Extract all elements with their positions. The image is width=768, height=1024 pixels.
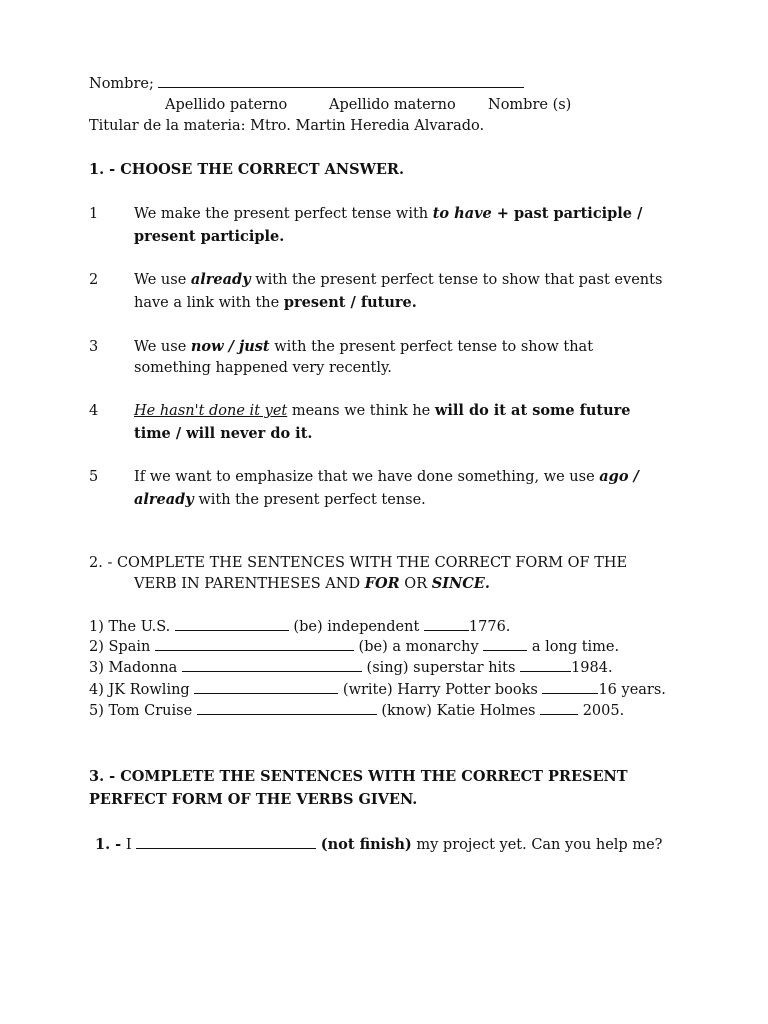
s1-item-4-options: will do it at some future — [434, 402, 631, 419]
s1-item-1-term: to have — [432, 205, 492, 222]
s1-item-3-cont: something happened very recently. — [134, 360, 392, 376]
s1-item-2-text-b: with the present perfect tense to show that past events — [250, 272, 663, 288]
s2-s3-subject: 3) Madonna — [89, 660, 182, 676]
s1-item-1-cont: present participle. — [134, 228, 285, 245]
name-blank[interactable] — [158, 74, 524, 88]
s1-item-5-option-b: already — [134, 491, 194, 508]
s2-s5-subject: 5) Tom Cruise — [89, 703, 197, 719]
s1-item-2-cont-text: have a link with the — [134, 295, 284, 311]
s2-s5-verb-blank[interactable] — [197, 701, 377, 715]
s1-item-5-number: 5 — [89, 469, 99, 485]
section3-title: 3. - COMPLETE THE SENTENCES WITH THE CORRECT PRESENT — [89, 768, 628, 785]
s2-s3-verb-blank[interactable] — [182, 658, 362, 672]
s3-s1-subject: I — [121, 837, 137, 853]
s1-item-2-options: present / future. — [283, 294, 417, 311]
s1-item-3-text: We use — [134, 339, 191, 355]
section1-title: 1. - CHOOSE THE CORRECT ANSWER. — [89, 161, 405, 178]
s1-item-2-cont — [134, 293, 417, 313]
s2-s3-text: (sing) superstar hits — [361, 660, 521, 676]
s2-s1-subject: 1) The U.S. — [89, 619, 175, 635]
s1-item-1-text: We make the present perfect tense with — [134, 206, 433, 222]
section2-or: OR — [399, 576, 432, 592]
s1-item-4-quote: He hasn't done it yet — [134, 403, 288, 419]
s1-item-3-options: now / just — [190, 338, 270, 355]
s2-s4-end: 16 years. — [598, 682, 666, 698]
s2-s1-text: (be) independent — [288, 619, 424, 635]
s2-s2-prep-blank[interactable] — [483, 637, 527, 651]
s1-item-2-term: already — [190, 271, 251, 288]
s1-item-1-number: 1 — [89, 206, 99, 222]
s1-item-4-number: 4 — [89, 403, 99, 419]
s3-sentence-1 — [95, 835, 662, 855]
s1-item-5-cont-text: with the present perfect tense. — [193, 492, 426, 508]
s1-item-4-text: means we think he — [287, 403, 435, 419]
s3-s1-verb: (not finish) — [320, 836, 412, 853]
s1-item-4-cont: time / will never do it. — [134, 425, 313, 442]
s2-s5-text: (know) Katie Holmes — [376, 703, 541, 719]
s3-s1-end: my project yet. Can you help me? — [411, 837, 663, 853]
s2-s4-prep-blank[interactable] — [542, 680, 598, 694]
nombres-label: Nombre (s) — [488, 97, 572, 113]
s2-s2-subject: 2) Spain — [89, 639, 155, 655]
s2-s2-verb-blank[interactable] — [155, 637, 354, 651]
name-line — [89, 74, 524, 94]
s1-item-5-cont — [134, 490, 426, 510]
s2-sentence-3 — [89, 658, 613, 678]
section2-title: 2. - COMPLETE THE SENTENCES WITH THE CORRECT FORM OF THE — [89, 555, 628, 571]
s2-sentence-1 — [89, 617, 510, 637]
s3-s1-number: 1. - — [95, 836, 122, 853]
s2-s4-subject: 4) JK Rowling — [89, 682, 195, 698]
section2-since: SINCE. — [431, 575, 490, 592]
s2-s3-end: 1984. — [571, 660, 613, 676]
section2-title-cont — [134, 574, 490, 594]
s2-sentence-5 — [89, 701, 624, 721]
name-label: Nombre; — [89, 76, 154, 92]
s1-item-3-text-b: with the present perfect tense to show that — [269, 339, 594, 355]
s2-s4-verb-blank[interactable] — [194, 680, 338, 694]
section2-for: FOR — [364, 575, 400, 592]
s2-s2-text: (be) a monarchy — [353, 639, 484, 655]
section2-title-text: VERB IN PARENTHESES AND — [134, 576, 365, 592]
s2-s4-text: (write) Harry Potter books — [338, 682, 543, 698]
s2-s1-prep-blank[interactable] — [424, 617, 469, 631]
s2-s3-prep-blank[interactable] — [520, 658, 571, 672]
s2-sentence-2 — [89, 637, 619, 657]
s2-s5-end: 2005. — [578, 703, 625, 719]
s1-item-2-text: We use — [134, 272, 191, 288]
s2-sentence-4 — [89, 680, 666, 700]
s2-s2-end: a long time. — [527, 639, 620, 655]
s1-item-5-text: If we want to emphasize that we have done something, we use — [134, 469, 600, 485]
titular-line: Titular de la materia: Mtro. Martin Heredia Alvarado. — [89, 118, 485, 134]
s2-s1-end: 1776. — [468, 619, 511, 635]
apellido-paterno-label: Apellido paterno — [165, 97, 288, 113]
s1-item-5-options: ago / — [599, 468, 639, 485]
s3-s1-verb-blank[interactable] — [136, 835, 316, 849]
apellido-materno-label: Apellido materno — [329, 97, 456, 113]
s2-s5-prep-blank[interactable] — [540, 701, 578, 715]
s1-item-3-number: 3 — [89, 339, 99, 355]
s1-item-1-options: + past participle / — [491, 205, 643, 222]
s2-s1-verb-blank[interactable] — [175, 617, 289, 631]
section3-title-cont: PERFECT FORM OF THE VERBS GIVEN. — [89, 791, 418, 808]
s1-item-2-number: 2 — [89, 272, 99, 288]
